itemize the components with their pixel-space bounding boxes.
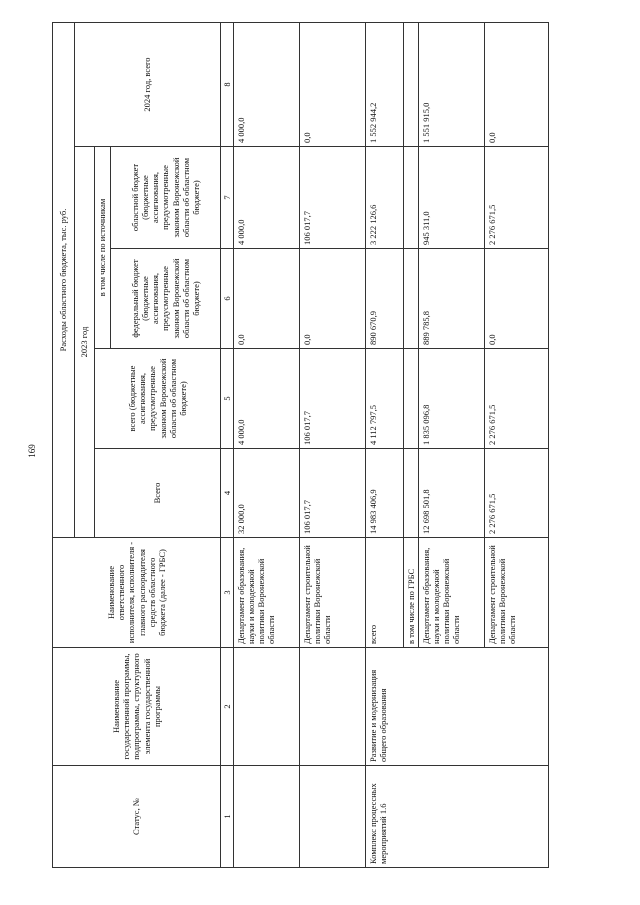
name-cell (300, 648, 366, 766)
federal-cell: 0,0 (234, 249, 300, 349)
regional-cell: 945 311,0 (419, 147, 485, 249)
status-cell (300, 766, 366, 868)
status-cell (234, 766, 300, 868)
regional-cell: 106 017,7 (300, 147, 366, 249)
header-by-source: в том числе по источникам (95, 147, 111, 349)
y2024-cell: 1 551 915,0 (419, 23, 485, 147)
total-cell: 12 698 501,8 (419, 449, 485, 538)
empty-cell (404, 147, 419, 249)
empty-cell (404, 449, 419, 538)
header-federal-budget: федеральный бюджет (бюджетные ассигнования, предусмотренные законом Воронежской области об областном бюджете) (111, 249, 221, 349)
empty-cell (404, 249, 419, 349)
y2024-cell: 0,0 (300, 23, 366, 147)
executor-cell: Департамент строительной политики Воронежской области (485, 538, 549, 648)
header-total-assignments: всего (бюджетные ассигнования, предусмотренные законом Воронежской области об областном бюджете) (95, 349, 221, 449)
assign-cell: 1 835 096,8 (419, 349, 485, 449)
col-number: 3 (221, 538, 234, 648)
col-number: 7 (221, 147, 234, 249)
empty-cell (404, 349, 419, 449)
regional-cell: 3 222 126,6 (366, 147, 404, 249)
header-executor: Наименование ответственного исполнителя, исполнителя - главного распорядителя средств областного бюджета (далее - ГРБС) (53, 538, 221, 648)
col-number: 6 (221, 249, 234, 349)
executor-cell: Департамент образования, науки и молодежной политики Воронежской области (419, 538, 485, 648)
assign-cell: 2 276 671,5 (485, 349, 549, 449)
col-number: 2 (221, 648, 234, 766)
total-cell: 106 017,7 (300, 449, 366, 538)
rotated-page (52, 23, 587, 868)
assign-cell: 106 017,7 (300, 349, 366, 449)
budget-table (52, 22, 549, 868)
executor-cell: Департамент образования, науки и молодежной политики Воронежской области (234, 538, 300, 648)
total-cell: 14 983 406,9 (366, 449, 404, 538)
col-number: 4 (221, 449, 234, 538)
table-row (366, 23, 404, 868)
assign-cell: 4 112 797,5 (366, 349, 404, 449)
col-number: 1 (221, 766, 234, 868)
col-number: 8 (221, 23, 234, 147)
sub-label: в том числе по ГРБС (404, 538, 419, 648)
y2024-cell: 0,0 (485, 23, 549, 147)
federal-cell: 890 670,9 (366, 249, 404, 349)
total-cell: 2 276 671,5 (485, 449, 549, 538)
name-cell (234, 648, 300, 766)
table-row (234, 23, 300, 868)
executor-cell: всего (366, 538, 404, 648)
y2024-cell: 4 000,0 (234, 23, 300, 147)
executor-cell: Департамент строительной политики Воронежской области (300, 538, 366, 648)
header-program-name: Наименование государственной программы, подпрограммы, структурного элемента государственной программы (53, 648, 221, 766)
header-year-2023: 2023 год (75, 147, 95, 538)
empty-cell (404, 23, 419, 147)
header-total-2023: Всего (95, 449, 221, 538)
total-cell: 32 000,0 (234, 449, 300, 538)
group-name: Развитие и модернизация общего образования (366, 648, 549, 766)
federal-cell: 0,0 (300, 249, 366, 349)
header-status: Статус, № (53, 766, 221, 868)
header-regional-budget: областной бюджет (бюджетные ассигнования, предусмотренные законом Воронежской области об областном бюджете) (111, 147, 221, 249)
page-number: 169 (27, 444, 37, 458)
col-number: 5 (221, 349, 234, 449)
y2024-cell: 1 552 944,2 (366, 23, 404, 147)
regional-cell: 4 000,0 (234, 147, 300, 249)
group-status: Комплекс процессных мероприятий 1.6 (366, 766, 549, 868)
regional-cell: 2 276 671,5 (485, 147, 549, 249)
table-row (300, 23, 366, 868)
header-expenses-caption: Расходы областного бюджета, тыс. руб. (53, 23, 75, 538)
federal-cell: 889 785,8 (419, 249, 485, 349)
federal-cell: 0,0 (485, 249, 549, 349)
header-year-2024: 2024 год, всего (75, 23, 221, 147)
assign-cell: 4 000,0 (234, 349, 300, 449)
